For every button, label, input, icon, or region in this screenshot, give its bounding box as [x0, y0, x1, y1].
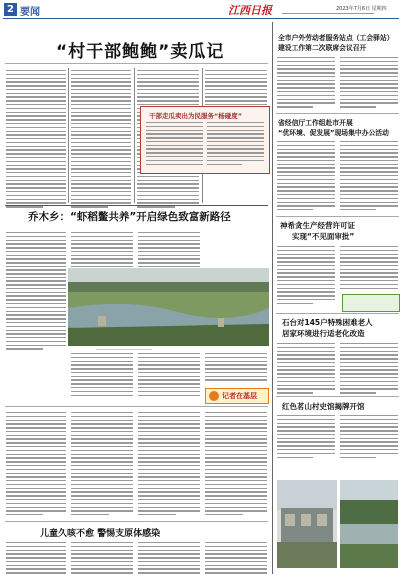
reporter-badge	[205, 388, 269, 404]
right-article-2-col1	[277, 141, 335, 213]
right-article-3-col2	[340, 246, 398, 291]
promo-banner	[342, 294, 400, 312]
commentary-box	[140, 106, 270, 174]
right-article-1-col1	[277, 57, 335, 110]
village-photo-left	[277, 480, 337, 568]
section-label: 要闻	[20, 7, 40, 18]
paper-logo: 江西日报	[228, 4, 272, 17]
third-article-col4	[205, 412, 267, 518]
third-article-col2	[71, 412, 133, 518]
page-number-badge	[4, 3, 17, 16]
jiangxi-headline: 乔木乡：“虾稻鳖共养”开启绿色致富新路径	[28, 211, 231, 223]
right-headline-1a: 全市户外劳动者服务站点（工会驿站）	[278, 34, 394, 42]
main-article-col1	[6, 70, 66, 210]
right-article-3-col1	[277, 246, 335, 307]
page-number: 2	[7, 4, 14, 15]
right-article-2-col2	[340, 141, 398, 213]
rice-field-photo	[68, 268, 269, 346]
bottom-article-col2	[71, 542, 133, 576]
main-headline: “村干部鲍鲍”卖瓜记	[56, 42, 225, 62]
commentary-title: 干部走瓜卖出为民服务“杨碰度”	[149, 112, 243, 120]
bottom-headline: 儿童久咳不愈 警惕支原体感染	[40, 529, 161, 539]
right-headline-5: 红色茗山村史馆揭牌开馆	[282, 402, 365, 411]
right-article-5-col1	[277, 415, 335, 460]
main-article-col4	[205, 70, 267, 108]
bottom-article-col3	[138, 542, 200, 576]
second-article-col2b	[71, 353, 133, 398]
second-article-col3b	[138, 353, 200, 398]
main-article-col2	[71, 70, 131, 210]
reporter-badge-label: 记者在基层	[222, 392, 257, 400]
right-article-1-col2	[340, 57, 398, 110]
issue-date: 2023年7月6日 星期四	[336, 6, 387, 12]
bottom-article-col4	[205, 542, 267, 576]
right-headline-3b: 实现“不见面审批”	[292, 232, 355, 241]
second-article-col1b	[6, 269, 66, 352]
village-photo-right	[340, 480, 398, 568]
right-headline-2a: 省经信厅工作组赴市开展	[278, 119, 353, 127]
masthead-rule	[3, 18, 399, 19]
third-article-col1	[6, 412, 66, 518]
bottom-article-col1	[6, 542, 66, 576]
right-headline-2b: “优环境、促发展”现场集中办公活动	[278, 129, 389, 137]
right-headline-4b: 居家环境进行适老化改造	[282, 329, 365, 338]
right-article-4-col2	[340, 343, 398, 396]
third-article-col3	[138, 412, 200, 518]
right-article-5-col2	[340, 415, 398, 460]
right-article-4-col1	[277, 343, 335, 396]
right-headline-1b: 建设工作第二次联席会议召开	[278, 44, 367, 52]
masthead	[0, 0, 402, 20]
second-article-col4b	[205, 353, 267, 383]
right-headline-3a: 神希贪生产经营许可证	[280, 221, 355, 230]
right-headline-4a: 石台对145户特殊困难老人	[282, 318, 373, 327]
